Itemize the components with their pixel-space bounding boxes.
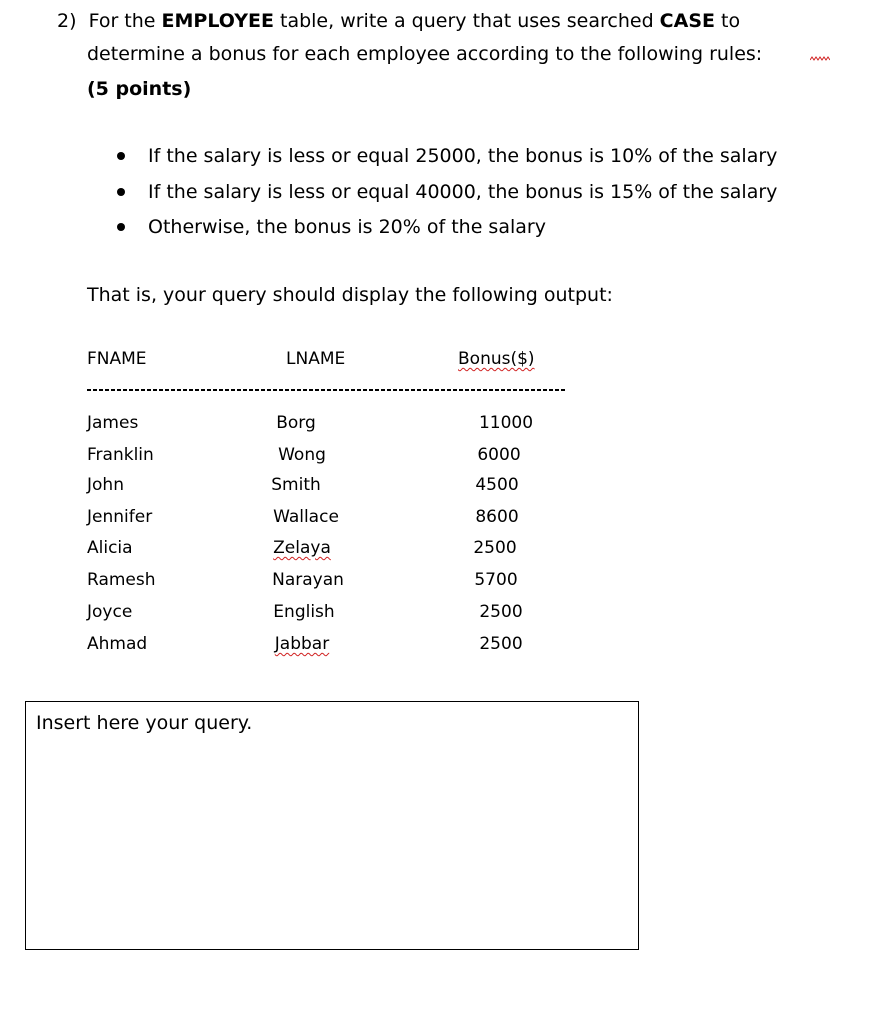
- cell-bonus: 2500: [479, 602, 523, 622]
- cell-bonus: 2500: [473, 538, 517, 558]
- case-keyword: CASE: [659, 10, 715, 32]
- cell-lname: Wallace: [273, 507, 339, 527]
- table-divider: [87, 389, 567, 391]
- output-intro: That is, your query should display the following output:: [87, 284, 613, 306]
- cell-fname: Joyce: [87, 602, 133, 622]
- header-lname: LNAME: [286, 349, 346, 369]
- rule-item: If the salary is less or equal 40000, the bonus is 15% of the salary: [148, 181, 778, 203]
- bullet-icon: [117, 188, 125, 196]
- question-line-2: determine a bonus for each employee according to the following rules:: [87, 43, 763, 65]
- cell-lname: Jabbar: [274, 634, 330, 654]
- cell-fname: Franklin: [87, 445, 154, 465]
- rule-item: If the salary is less or equal 25000, the bonus is 10% of the salary: [148, 145, 778, 167]
- table-name: EMPLOYEE: [161, 10, 274, 32]
- cell-bonus: 8600: [475, 507, 519, 527]
- question-line-1: [57, 9, 740, 33]
- cell-bonus: 2500: [479, 634, 523, 654]
- cell-bonus: 6000: [477, 445, 521, 465]
- cell-fname: Alicia: [87, 538, 133, 558]
- cell-fname: James: [87, 413, 139, 433]
- cell-lname: Narayan: [272, 570, 344, 590]
- answer-label: Insert here your query.: [36, 712, 253, 734]
- cell-lname: Borg: [276, 413, 316, 433]
- header-bonus: Bonus($): [458, 349, 535, 369]
- bullet-icon: [117, 152, 125, 160]
- bullet-icon: [117, 223, 125, 231]
- cell-bonus: 4500: [475, 475, 519, 495]
- question-number: 2): [57, 10, 77, 32]
- cell-lname: Zelaya: [273, 538, 331, 558]
- cell-fname: Ramesh: [87, 570, 156, 590]
- cell-lname: Wong: [278, 445, 326, 465]
- answer-box[interactable]: [25, 701, 639, 950]
- cell-lname: English: [273, 602, 335, 622]
- header-fname: FNAME: [87, 349, 147, 369]
- cell-bonus: 5700: [474, 570, 518, 590]
- question-text-mid: table, write a query that uses searched: [273, 10, 660, 32]
- cell-fname: Jennifer: [87, 507, 153, 527]
- cell-fname: Ahmad: [87, 634, 148, 654]
- cell-bonus: 11000: [478, 413, 534, 433]
- question-text-pre: For the: [88, 10, 162, 32]
- cell-lname: Smith: [271, 475, 321, 495]
- spellcheck-margin-mark-icon: [810, 56, 830, 62]
- cell-fname: John: [87, 475, 124, 495]
- rule-item: Otherwise, the bonus is 20% of the salary: [148, 216, 546, 238]
- question-text-post: to: [714, 10, 741, 32]
- question-points: (5 points): [87, 78, 192, 100]
